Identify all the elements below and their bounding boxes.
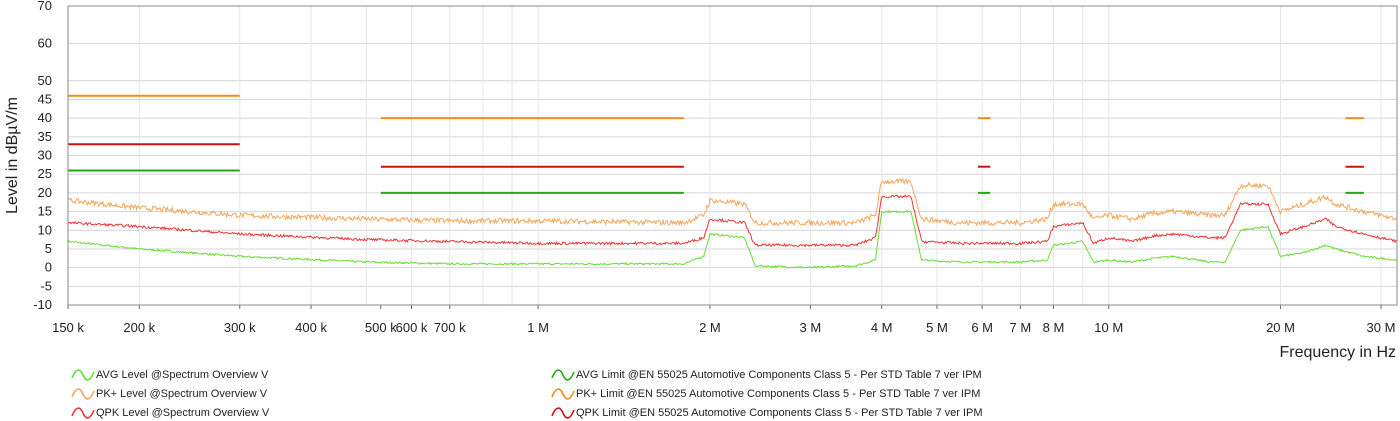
legend-label: PK+ Limit @EN 55025 Automotive Components Class 5 - Per STD Table 7 ver IPM xyxy=(576,388,981,400)
measurement-trace xyxy=(68,179,1397,225)
y-tick-label: -5 xyxy=(40,278,52,294)
x-tick-label: 30 M xyxy=(1366,320,1396,335)
x-tick-label: 20 M xyxy=(1266,320,1295,335)
x-axis-label: Frequency in Hz xyxy=(1279,344,1396,361)
y-tick-label: 70 xyxy=(37,0,52,13)
legend xyxy=(72,369,983,419)
legend-swatch xyxy=(552,408,574,418)
x-axis-ticks xyxy=(52,305,1395,335)
y-tick-label: 15 xyxy=(37,203,52,219)
y-tick-label: 50 xyxy=(37,72,52,88)
y-tick-label: 35 xyxy=(37,128,52,144)
y-tick-label: 5 xyxy=(44,240,52,256)
x-tick-label: 300 k xyxy=(223,320,256,335)
y-axis-label: Level in dBµV/m xyxy=(4,97,21,214)
x-tick-label: 7 M xyxy=(1009,320,1032,335)
legend-swatch xyxy=(72,370,94,380)
y-tick-label: 10 xyxy=(37,222,52,238)
x-tick-label: 5 M xyxy=(926,320,948,335)
legend-label: QPK Level @Spectrum Overview V xyxy=(96,407,270,419)
y-axis-ticks xyxy=(33,0,52,312)
y-tick-label: 0 xyxy=(44,259,52,275)
x-tick-label: 6 M xyxy=(971,320,993,335)
y-tick-label: 40 xyxy=(37,110,52,126)
x-tick-label: 600 k xyxy=(395,320,428,335)
measurement-trace xyxy=(68,195,1397,246)
x-tick-label: 500 k xyxy=(364,320,397,335)
measurement-trace xyxy=(68,211,1397,268)
y-tick-label: 20 xyxy=(37,184,52,200)
legend-label: AVG Limit @EN 55025 Automotive Components Class 5 - Per STD Table 7 ver IPM xyxy=(576,369,982,381)
x-tick-label: 3 M xyxy=(799,320,822,335)
y-tick-label: 60 xyxy=(37,35,52,51)
y-tick-label: 45 xyxy=(37,91,52,107)
x-tick-label: 200 k xyxy=(123,320,156,335)
legend-swatch xyxy=(72,389,94,399)
legend-swatch xyxy=(72,408,94,418)
limit-lines xyxy=(68,96,1364,193)
legend-swatch xyxy=(552,370,574,380)
x-tick-label: 150 k xyxy=(52,320,84,335)
x-tick-label: 1 M xyxy=(527,320,549,335)
y-tick-label: 30 xyxy=(37,147,52,163)
x-tick-label: 700 k xyxy=(433,320,466,335)
y-tick-label: -10 xyxy=(33,297,52,312)
x-tick-label: 400 k xyxy=(295,320,327,335)
x-tick-label: 4 M xyxy=(870,320,893,335)
legend-label: AVG Level @Spectrum Overview V xyxy=(96,369,269,381)
y-tick-label: 25 xyxy=(37,166,52,182)
legend-swatch xyxy=(552,389,574,399)
legend-label: PK+ Level @Spectrum Overview V xyxy=(96,388,268,400)
x-tick-label: 8 M xyxy=(1042,320,1065,335)
x-tick-label: 2 M xyxy=(699,320,721,335)
x-tick-label: 10 M xyxy=(1094,320,1124,335)
legend-label: QPK Limit @EN 55025 Automotive Components Class 5 - Per STD Table 7 ver IPM xyxy=(576,407,983,419)
